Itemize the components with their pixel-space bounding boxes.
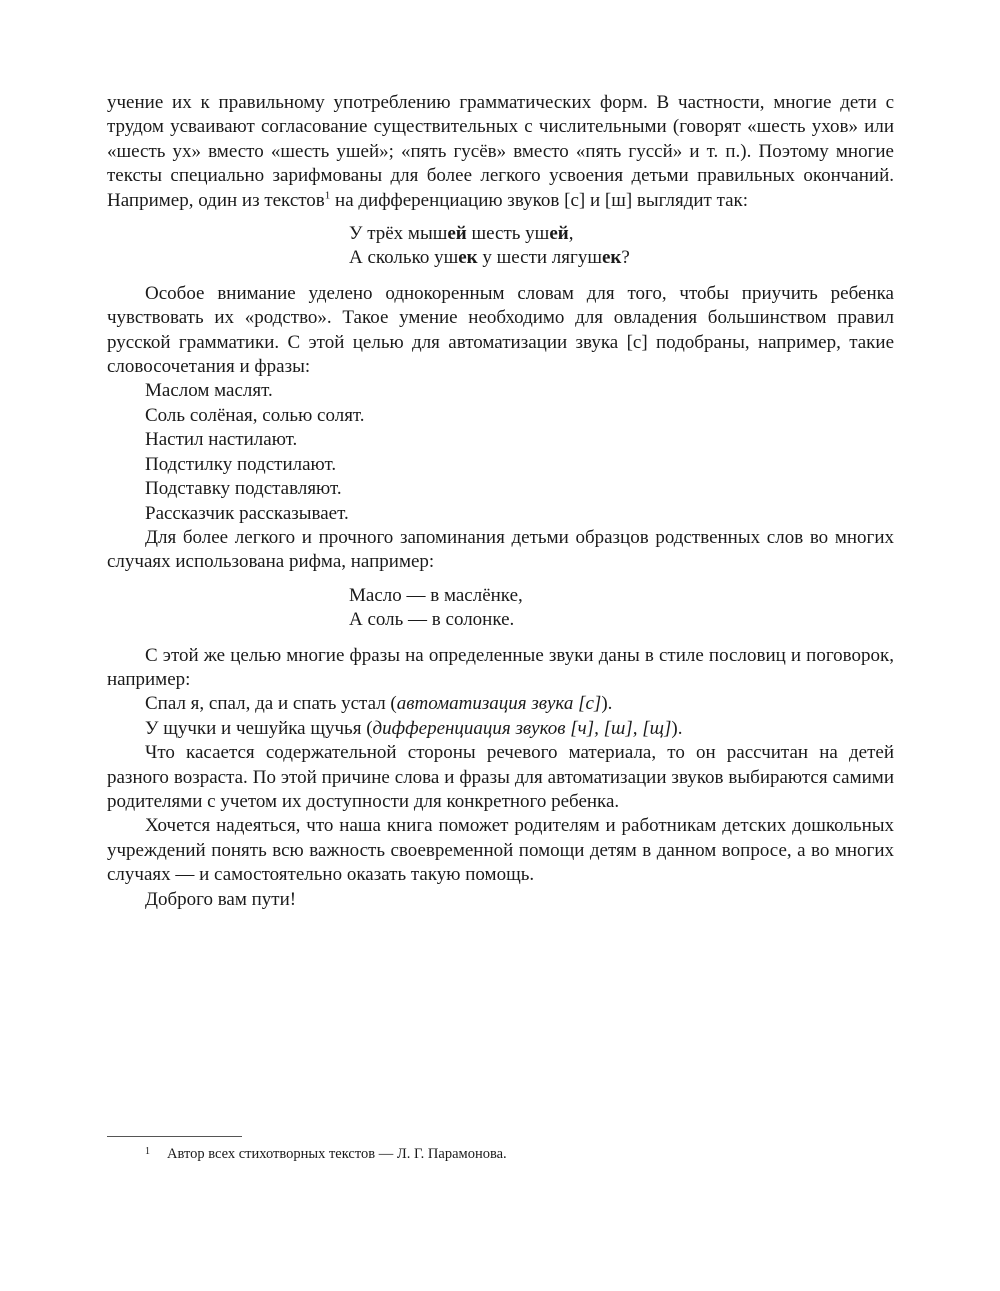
footnote-divider: [107, 1136, 242, 1137]
verse-1-line-2: А сколько ушек у шести лягушек?: [349, 247, 630, 269]
list-item: Подставку подставляют.: [145, 478, 342, 500]
list-item: Подстилку подстилают.: [145, 453, 337, 475]
verse-2-line-2: А соль — в солонке.: [349, 609, 515, 631]
list-item: Настил настилают.: [145, 429, 298, 451]
example-2: У щучки и чешуйка щучья (дифференциация звуков [ч], [ш], [щ]).: [145, 717, 683, 739]
paragraph-6: Хочется надеяться, что наша книга поможет родителям и работникам детских дошкольных учреждений понять всю важность своевременной помощи детям в данном вопросе, а во многих случаях — и самостоятельно оказать такую помощь.: [107, 815, 894, 886]
example-1: Спал я, спал, да и спать устал (автоматизация звука [с]).: [145, 693, 613, 715]
paragraph-4: С этой же целью многие фразы на определенные звуки даны в стиле пословиц и поговорок, например:: [107, 644, 894, 690]
example-list: [107, 379, 894, 525]
paragraph-3: Для более легкого и прочного запоминания детьми образцов родственных слов во многих случаях использована рифма, например:: [107, 526, 894, 573]
list-item: Соль солёная, солью солят.: [145, 404, 365, 426]
footnote-ref: 1: [324, 189, 331, 202]
verse-1-line-1: У трёх мышей шесть ушей,: [349, 223, 574, 245]
paragraph-5: Что касается содержательной стороны речевого материала, то он рассчитан на детей разного возраста. По этой причине слова и фразы для автоматизации звуков выбираются самими родителями с учетом их доступности для конкретного ребенка.: [107, 742, 894, 812]
paragraph-1: учение их к правильному употреблению грамматических форм. В частности, многие дети с трудом усваивают согласование существительных с числительными (говорят «шесть ухов» или «шесть ух» вместо «шесть ушей»; «пять гусёв» вместо «пять гуссй» и т. п.). Поэтому многие тексты специально зарифмованы для более легкого усвоения детьми правильных окончаний. Например, один из текстов$^1$ на дифференциацию звуков [с] и [ш] выглядит так:: [107, 92, 894, 211]
verse-2-line-1: Масло — в маслёнке,: [349, 584, 523, 606]
list-item: Рассказчик рассказывает.: [145, 502, 349, 524]
body-text: [107, 91, 894, 912]
verse-1: [349, 222, 894, 271]
footnote: [145, 1142, 507, 1164]
verse-2: [349, 584, 894, 633]
footnote-number: 1: [145, 1146, 150, 1157]
paragraph-7: Доброго вам пути!: [145, 888, 297, 910]
paragraph-2: Особое внимание уделено однокоренным словам для того, чтобы приучить ребенка чувствовать их «родство». Такое умение необходимо для овладения большинством правил русской грамматики. С этой целью для автоматизации звука [с] подобраны, например, такие словосочетания и фразы:: [107, 282, 894, 378]
list-item: Маслом маслят.: [145, 380, 273, 402]
footnote-text: Автор всех стихотворных текстов — Л. Г. Парамонова.: [167, 1146, 507, 1162]
